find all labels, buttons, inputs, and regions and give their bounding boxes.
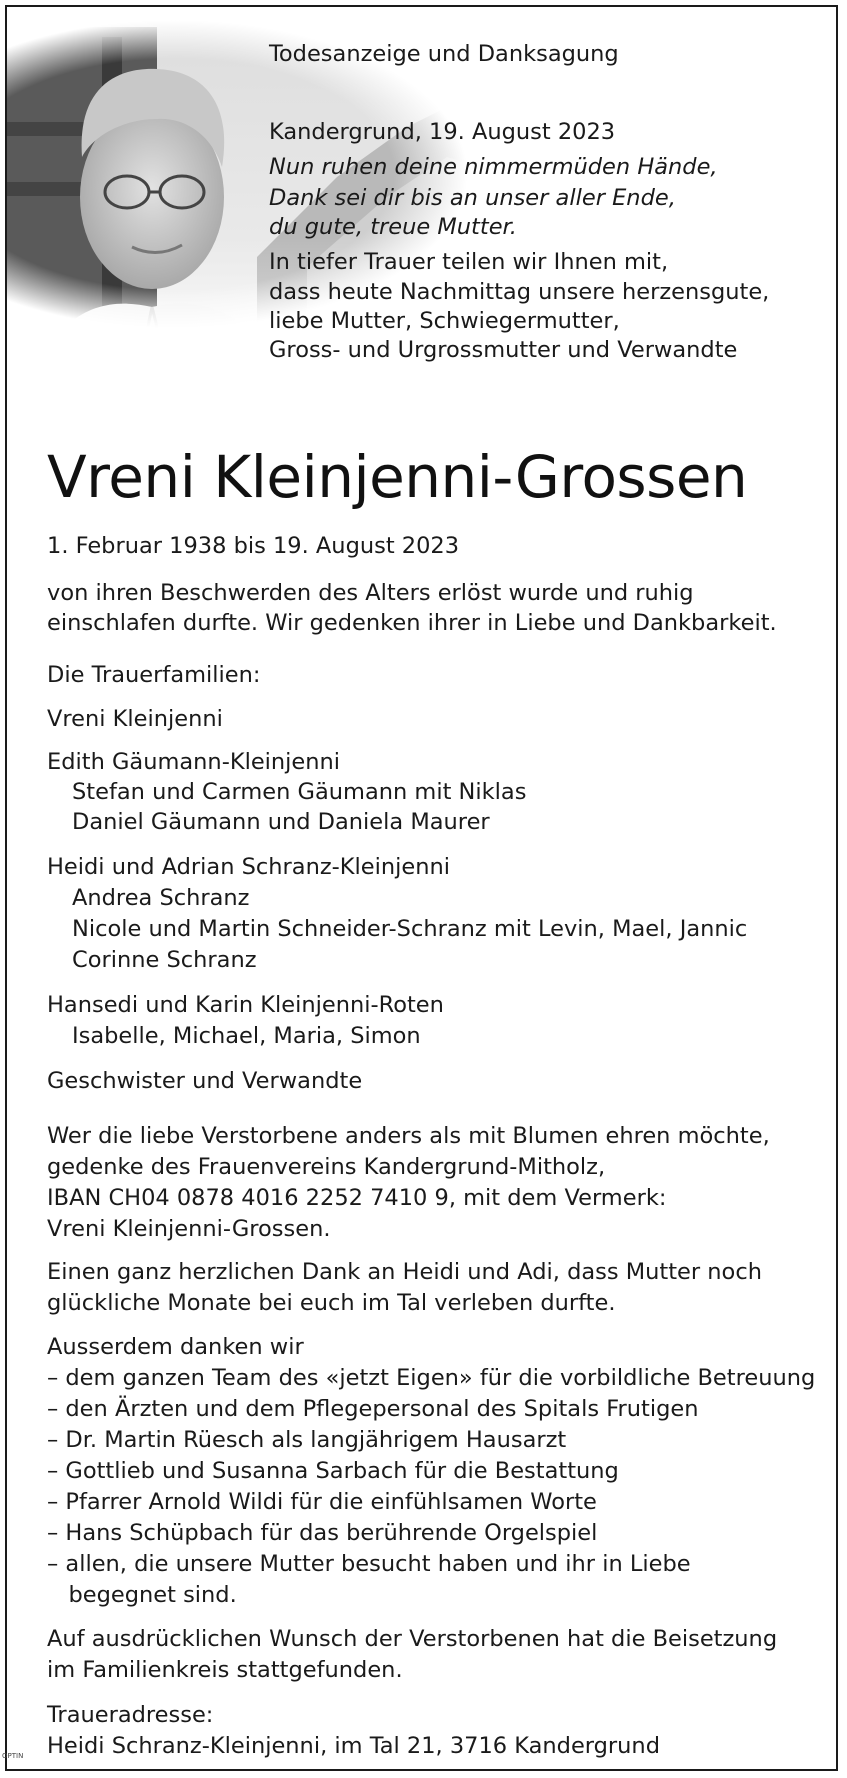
intro-line: Gross- und Urgrossmutter und Verwandte — [269, 337, 738, 363]
thanks-item: begegnet sind. — [47, 1582, 237, 1608]
burial-line: Auf ausdrücklichen Wunsch der Verstorbenen hat die Beisetzung — [47, 1626, 778, 1652]
family-member: Isabelle, Michael, Maria, Simon — [72, 1023, 421, 1049]
thanks-item: – den Ärzten und dem Pflegepersonal des Spitals Frutigen — [47, 1396, 699, 1422]
statement-line: einschlafen durfte. Wir gedenken ihrer in Liebe und Dankbarkeit. — [47, 610, 777, 636]
intro-line: dass heute Nachmittag unsere herzensgute, — [269, 279, 770, 305]
family-head: Heidi und Adrian Schranz-Kleinjenni — [47, 854, 451, 880]
obituary-frame — [5, 5, 838, 1771]
family-member: Daniel Gäumann und Daniela Maurer — [72, 809, 490, 835]
thanks-item: – Pfarrer Arnold Wildi für die einfühlsamen Worte — [47, 1489, 597, 1515]
thanks-line: glückliche Monate bei euch im Tal verleben durfte. — [47, 1290, 616, 1316]
deceased-name: Vreni Kleinjenni-Grossen — [47, 443, 748, 511]
donation-line: Vreni Kleinjenni-Grossen. — [47, 1216, 331, 1242]
thanks-item: – allen, die unsere Mutter besucht haben und ihr in Liebe — [47, 1551, 691, 1577]
intro-line: In tiefer Trauer teilen wir Ihnen mit, — [269, 249, 669, 275]
thanks-item: – Dr. Martin Rüesch als langjährigem Hausarzt — [47, 1427, 567, 1453]
thanks-heading: Ausserdem danken wir — [47, 1334, 304, 1360]
thanks-line: Einen ganz herzlichen Dank an Heidi und Adi, dass Mutter noch — [47, 1259, 762, 1285]
family-member: Nicole und Martin Schneider-Schranz mit Levin, Mael, Jannic — [72, 916, 748, 942]
mourning-address: Heidi Schranz-Kleinjenni, im Tal 21, 3716 Kandergrund — [47, 1733, 660, 1759]
address-label: Traueradresse: — [47, 1702, 214, 1728]
intro-line: liebe Mutter, Schwiegermutter, — [269, 308, 620, 334]
life-dates: 1. Februar 1938 bis 19. August 2023 — [47, 533, 460, 559]
notice-title: Todesanzeige und Danksagung — [269, 41, 619, 67]
poem-line: du gute, treue Mutter. — [269, 214, 517, 240]
family-head: Edith Gäumann-Kleinjenni — [47, 749, 341, 775]
family-head: Vreni Kleinjenni — [47, 706, 223, 732]
family-head: Hansedi und Karin Kleinjenni-Roten — [47, 992, 444, 1018]
donation-line: IBAN CH04 0878 4016 2252 7410 9, mit dem Vermerk: — [47, 1185, 667, 1211]
family-member: Corinne Schranz — [72, 947, 257, 973]
imprint-mark: OPTIN — [2, 1752, 24, 1760]
family-member: Stefan und Carmen Gäumann mit Niklas — [72, 779, 527, 805]
thanks-item: – Gottlieb und Susanna Sarbach für die Bestattung — [47, 1458, 619, 1484]
donation-line: Wer die liebe Verstorbene anders als mit Blumen ehren möchte, — [47, 1123, 770, 1149]
statement-line: von ihren Beschwerden des Alters erlöst wurde und ruhig — [47, 580, 694, 606]
families-heading: Die Trauerfamilien: — [47, 662, 261, 688]
siblings: Geschwister und Verwandte — [47, 1068, 363, 1094]
thanks-item: – dem ganzen Team des «jetzt Eigen» für die vorbildliche Betreuung — [47, 1365, 816, 1391]
donation-line: gedenke des Frauenvereins Kandergrund-Mitholz, — [47, 1154, 606, 1180]
poem-line: Nun ruhen deine nimmermüden Hände, — [269, 154, 718, 180]
burial-line: im Familienkreis stattgefunden. — [47, 1657, 403, 1683]
poem-line: Dank sei dir bis an unser aller Ende, — [269, 185, 676, 211]
place-date: Kandergrund, 19. August 2023 — [269, 119, 616, 145]
thanks-item: – Hans Schüpbach für das berührende Orgelspiel — [47, 1520, 598, 1546]
family-member: Andrea Schranz — [72, 885, 250, 911]
